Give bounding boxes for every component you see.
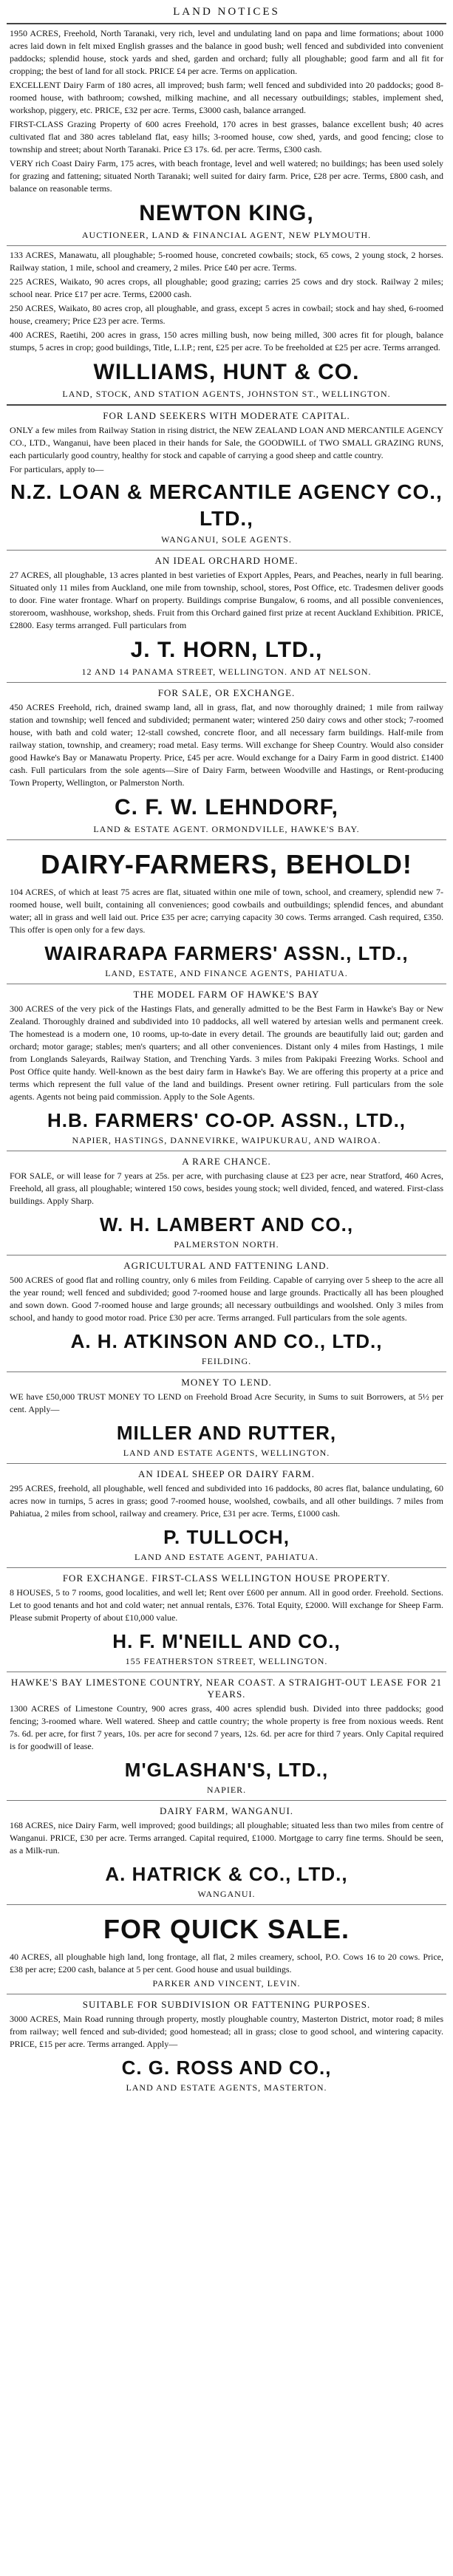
ad-text: EXCELLENT Dairy Farm of 180 acres, all improved; bush farm; well fenced and subdivided into 20 paddocks; good 8-roomed house, with bathroom; cowshed, milking machine, and all necessary outbuildings; stables, implement shed, workshop, piggery, etc. PRICE, £32 per acre. Terms, £3000 cash, balance arranged.: [10, 80, 443, 115]
firm-address: LAND & ESTATE AGENT. ORMONDVILLE, HAWKE'S BAY.: [93, 824, 360, 834]
ad-title: FOR SALE, OR EXCHANGE.: [157, 687, 296, 698]
firm-name: C. F. W. LEHNDORF,: [115, 795, 338, 820]
page-header: LAND NOTICES: [173, 6, 280, 18]
ad-text: For particulars, apply to—: [10, 464, 104, 474]
ad-text: VERY rich Coast Dairy Farm, 175 acres, with beach frontage, level and well watered; no buildings; has been used solely for grazing and fattening; situated North Taranaki; well suited for dairy farm. Price, £28 per acre. Terms, £800 cash, and balance on reasonable terms.: [10, 158, 443, 194]
firm-address: AUCTIONEER, LAND & FINANCIAL AGENT, NEW PLYMOUTH.: [81, 230, 372, 240]
ad-nz-loan: [7, 404, 446, 550]
ad-text: 8 HOUSES, 5 to 7 rooms, good localities, and well let; Rent over £600 per annum. All in good order. Freehold. Sections. Let to good tenants and hot and cold water; net annual rentals, £376. Total Equity, £2000. Will exchange for Sheep Farm. Please submit Property of about £10,000 value.: [10, 1587, 443, 1623]
firm-name: M'GLASHAN'S, LTD.,: [124, 1759, 329, 1781]
firm-name: J. T. HORN, LTD.,: [130, 638, 323, 662]
ad-mcglashan: [7, 1672, 446, 1800]
firm-name: P. TULLOCH,: [163, 1526, 290, 1548]
ad-title: THE MODEL FARM OF HAWKE'S BAY: [133, 989, 320, 1000]
ad-orchard-home: [7, 550, 446, 682]
firm-address: LAND, STOCK, AND STATION AGENTS, JOHNSTON ST., WELLINGTON.: [62, 389, 391, 399]
ad-atkinson: [7, 1255, 446, 1372]
firm-name: WILLIAMS, HUNT & CO.: [93, 360, 360, 384]
ad-title: AGRICULTURAL AND FATTENING LAND.: [123, 1260, 330, 1271]
ad-text: 300 ACRES of the very pick of the Hastings Flats, and generally admitted to be the Best Farm in Hawke's Bay or New Zealand. Thoroughly drained and subdivided into 10 paddocks, all well watered by artesian wells and permanent creek. The homestead is a modern one, 10 rooms, up-to-date in every detail. The grounds are beautifully laid out; garden and orchard; motor garage; stables; men's quarters; and all other conveniences. Distant only 4 miles from Hastings, 1 mile from Longlands Saleyards, Railway Station, and Trenching Yards. 3 miles from Pakipaki Freezing Works. School and Post Office quite handy. Well-known as the best dairy farm in Hawke's Bay. We are offering this property at a price and terms which represent the full value of the land and buildings. Present owner retiring. Full particulars from the sole agents. Agents not being paid commission. Apply to the Sole Agents.: [10, 1004, 443, 1102]
ad-title: AN IDEAL ORCHARD HOME.: [154, 555, 299, 566]
firm-address: WANGANUI, SOLE AGENTS.: [161, 534, 292, 545]
ad-text: 40 ACRES, all ploughable high land, long frontage, all flat, 2 miles creamery, school, P.O. Cows 16 to 20 cows. Price, £38 per acre; £200 cash, balance at 5 per cent. Good house and usual buildings.: [10, 1952, 443, 1974]
firm-address: 12 AND 14 PANAMA STREET, WELLINGTON. AND AT NELSON.: [81, 667, 372, 677]
ad-headline: FOR QUICK SALE.: [103, 1914, 350, 1944]
firm-address: 155 FEATHERSTON STREET, WELLINGTON.: [125, 1656, 328, 1666]
ad-title: SUITABLE FOR SUBDIVISION OR FATTENING PURPOSES.: [82, 1999, 371, 2010]
ad-text: 400 ACRES, Raetihi, 200 acres in grass, 150 acres milling bush, now being milled, 300 acres fit for plough, balance stumps, 5 acres in crop; good buildings, Title, L.I.P.; rent, £25 per acre. To be freeholded at £25 per acre. Terms arranged.: [10, 330, 443, 352]
ad-title: DAIRY FARM, WANGANUI.: [159, 1805, 294, 1816]
firm-name: A. HATRICK & CO., LTD.,: [105, 1863, 348, 1885]
ad-title: AN IDEAL SHEEP OR DAIRY FARM.: [138, 1468, 315, 1479]
firm-name: W. H. LAMBERT AND CO.,: [99, 1213, 354, 1236]
ad-text: 250 ACRES, Waikato, 80 acres crop, all ploughable, and grass, except 5 acres in cowbail; stock and hay shed, 6-roomed house, creamery; Price £23 per acre. Terms.: [10, 303, 443, 326]
firm-name: MILLER AND RUTTER,: [116, 1422, 337, 1444]
ad-quick-sale: [7, 1904, 446, 1994]
ad-ross: [7, 1994, 446, 2098]
ad-text: 104 ACRES, of which at least 75 acres are flat, situated within one mile of town, school, and creamery, splendid new 7-roomed house, well built, containing all conveniences; good cowbails and outbuildings; splendid fences, and abundant water; all in grass and well laid out. Price £35 per acre; carrying capacity 30 cows. Terms arranged. Cash required, £350. This offer is open only for a few days.: [10, 887, 443, 935]
firm-address: LAND AND ESTATE AGENTS, WELLINGTON.: [123, 1448, 330, 1458]
ad-text: ONLY a few miles from Railway Station in rising district, the NEW ZEALAND LOAN AND MERCANTILE AGENCY CO., LTD., Wanganui, have been placed in their hands for Sale, the GOODWILL of TWO SMALL GRAZING RUNS, each particularly good country, healthy for stock and capable of carrying a good sheep and cattle country.: [10, 425, 443, 460]
ad-title: A RARE CHANCE.: [182, 1156, 271, 1167]
ad-wairarapa: [7, 839, 446, 984]
firm-name: H.B. FARMERS' CO-OP. ASSN., LTD.,: [47, 1109, 406, 1131]
firm-name: A. H. ATKINSON AND CO., LTD.,: [70, 1330, 383, 1352]
ad-text: 500 ACRES of good flat and rolling country, only 6 miles from Feilding. Capable of carrying over 5 sheep to the acre all the year round; well fenced and subdivided; good 7-roomed house and large grounds. Practically all has been ploughed and sown down. Good 7-roomed house and large grounds; all necessary outbuildings and woolshed. Only 3 miles from school, and handy to good motor road. Price £30 per acre. Terms arranged. Full particulars from the sole agents.: [10, 1275, 443, 1323]
ad-text: 1300 ACRES of Limestone Country, 900 acres grass, 400 acres splendid bush. Divided into three paddocks; good fencing; 3-roomed whare. Well watered. Sheep and cattle country; the whole property is free from noxious weeds. Rent 7s. 6d. per acre, for first 7 years, 10s. per acre for second 7 years, 12s. 6d. per acre for third 7 years. Only Capital required is for goodwill of lease.: [10, 1703, 443, 1751]
ad-lehndorf: [7, 682, 446, 839]
ad-title: HAWKE'S BAY LIMESTONE COUNTRY, NEAR COAST. A STRAIGHT-OUT LEASE FOR 21 YEARS.: [10, 1677, 443, 1700]
ad-miller-rutter: [7, 1372, 446, 1463]
ad-headline: DAIRY-FARMERS, BEHOLD!: [41, 849, 412, 879]
ad-text: 27 ACRES, all ploughable, 13 acres planted in best varieties of Export Apples, Pears, and Peaches, nearly in full bearing. Situated only 11 miles from Auckland, one mile from township, school, stores, Post Office, etc. Tradesmen deliver goods to door. Fine water frontage. Wharf on property. Buildings comprise Bungalow, 6 rooms, and all possible conveniences, storeroom, washhouse, workshop, sheds. Fruit from this Orchard gained first prize at recent Auckland Exhibition. PRICE, £2800. Easy terms arranged. Full particulars from: [10, 570, 443, 630]
ad-hb-farmers: [7, 984, 446, 1151]
ad-text: FIRST-CLASS Grazing Property of 600 acres Freehold, 170 acres in best grasses, balance excellent bush; 40 acres cultivated flat and 380 acres tableland flat, easy hills; 3-roomed house, cow shed, yards, and good fencing; close to township and street; about North Taranaki. Price £3 17s. 6d. per acre. Terms, £300 cash.: [10, 119, 443, 154]
ad-tulloch: [7, 1463, 446, 1567]
ad-text: FOR SALE, or will lease for 7 years at 25s. per acre, with purchasing clause at £23 per acre, near Stratford, 460 Acres, Freehold, all grass, all ploughable; wintered 150 cows, besides young stock; well divided, fenced, and watered. First-class buildings. Apply Sharp.: [10, 1171, 443, 1206]
ad-newton-king: [7, 23, 446, 245]
ad-text: 450 ACRES Freehold, rich, drained swamp land, all in grass, flat, and now thoroughly drained; 1 mile from railway station and township; well fenced and subdivided; permanent water; wintered 250 dairy cows and other stock; 7-roomed house, with bath and cold water; 12-stall cowshed, concrete floor, and all necessary farm buildings. Half-mile from railway station, township, and creamery; road metal. Easy terms. Will exchange for Sheep Country. Would also consider good Hawke's Bay or Manawatu Property. Price, £45 per acre. Would exchange for a Dairy Farm in good district. £1400 cash. Full particulars from the sole agents—Sire of Dairy Farm, between Woodville and Hastings, or Rent-producing Town Property, Wellington, or Palmerston North.: [10, 702, 443, 788]
firm-address: FEILDING.: [201, 1356, 252, 1366]
firm-name: WAIRARAPA FARMERS' ASSN., LTD.,: [44, 942, 409, 964]
ad-text: WE have £50,000 TRUST MONEY TO LEND on Freehold Broad Acre Security, in Sums to suit Borrowers, at 5½ per cent. Apply—: [10, 1391, 443, 1414]
firm-address: LAND, ESTATE, AND FINANCE AGENTS, PAHIATUA.: [105, 968, 348, 978]
firm-name: H. F. M'NEILL AND CO.,: [112, 1630, 341, 1652]
firm-address: NAPIER.: [206, 1785, 247, 1795]
firm-address: LAND AND ESTATE AGENT, PAHIATUA.: [134, 1552, 319, 1562]
ad-title: FOR EXCHANGE. FIRST-CLASS WELLINGTON HOUSE PROPERTY.: [62, 1572, 391, 1584]
firm-address: NAPIER, HASTINGS, DANNEVIRKE, WAIPUKURAU, AND WAIROA.: [72, 1135, 381, 1145]
firm-name: N.Z. LOAN & MERCANTILE AGENCY CO., LTD.,: [10, 480, 443, 530]
ad-text: 168 ACRES, nice Dairy Farm, well improved; good buildings; all ploughable; situated less than two miles from centre of Wanganui. PRICE, £30 per acre. Terms arranged. Capital required, £1000. Mortgage to carry fine terms. Should be seen, as a Milk-run.: [10, 1820, 443, 1856]
ad-lambert: [7, 1151, 446, 1255]
ad-text: 295 ACRES, freehold, all ploughable, well fenced and subdivided into 16 paddocks, 80 acres flat, balance undulating, 60 acres now in turnips, 5 acres in grass; good 7-roomed house, woolshed, cowbails, and all other buildings. 7 miles from Pahiatua, 2 miles from school, railway and creamery. Price, £31 per acre. Terms, £1000 cash.: [10, 1483, 443, 1519]
ad-text: 225 ACRES, Waikato, 90 acres crops, all ploughable; good grazing; carries 25 cows and dry stock. Railway 2 miles; school near. Price £17 per acre. Terms, £2000 cash.: [10, 276, 443, 299]
firm-address: PARKER AND VINCENT, LEVIN.: [152, 1978, 301, 1989]
ad-title: FOR LAND SEEKERS WITH MODERATE CAPITAL.: [103, 410, 350, 421]
ad-text: 1950 ACRES, Freehold, North Taranaki, very rich, level and undulating land on papa and lime formations; about 1000 acres laid down in felt mixed English grasses and the balance in good bush; well fenced and subdivided into convenient paddocks; splendid house, stock yards and shed, garden and orchard; fully all ploughable; good farm and all fit for cropping; the best of land for all stock. PRICE £4 per acre. Terms on application.: [10, 28, 443, 76]
ad-hatrick: [7, 1800, 446, 1904]
firm-name: NEWTON KING,: [139, 201, 314, 225]
ad-williams-hunt: [7, 245, 446, 404]
firm-address: LAND AND ESTATE AGENTS, MASTERTON.: [126, 2082, 327, 2093]
ad-title: MONEY TO LEND.: [181, 1377, 272, 1388]
firm-name: C. G. ROSS AND CO.,: [121, 2057, 332, 2079]
firm-address: PALMERSTON NORTH.: [174, 1239, 279, 1250]
firm-address: WANGANUI.: [197, 1889, 256, 1899]
ad-mcneill: [7, 1567, 446, 1672]
ad-text: 3000 ACRES, Main Road running through property, mostly ploughable country, Masterton District, motor road; 8 miles from railway; well fenced and sub-divided; good homestead; all in grass; close to good school, and wintering capacity. PRICE, £15 per acre. Terms arranged. Apply—: [10, 2014, 443, 2049]
ad-text: 133 ACRES, Manawatu, all ploughable; 5-roomed house, concreted cowbails; stock, 65 cows, 2 young stock, 2 horses. Railway station, 1 mile, school and creamery, 2 miles. Price £40 per acre. Terms.: [10, 250, 443, 273]
